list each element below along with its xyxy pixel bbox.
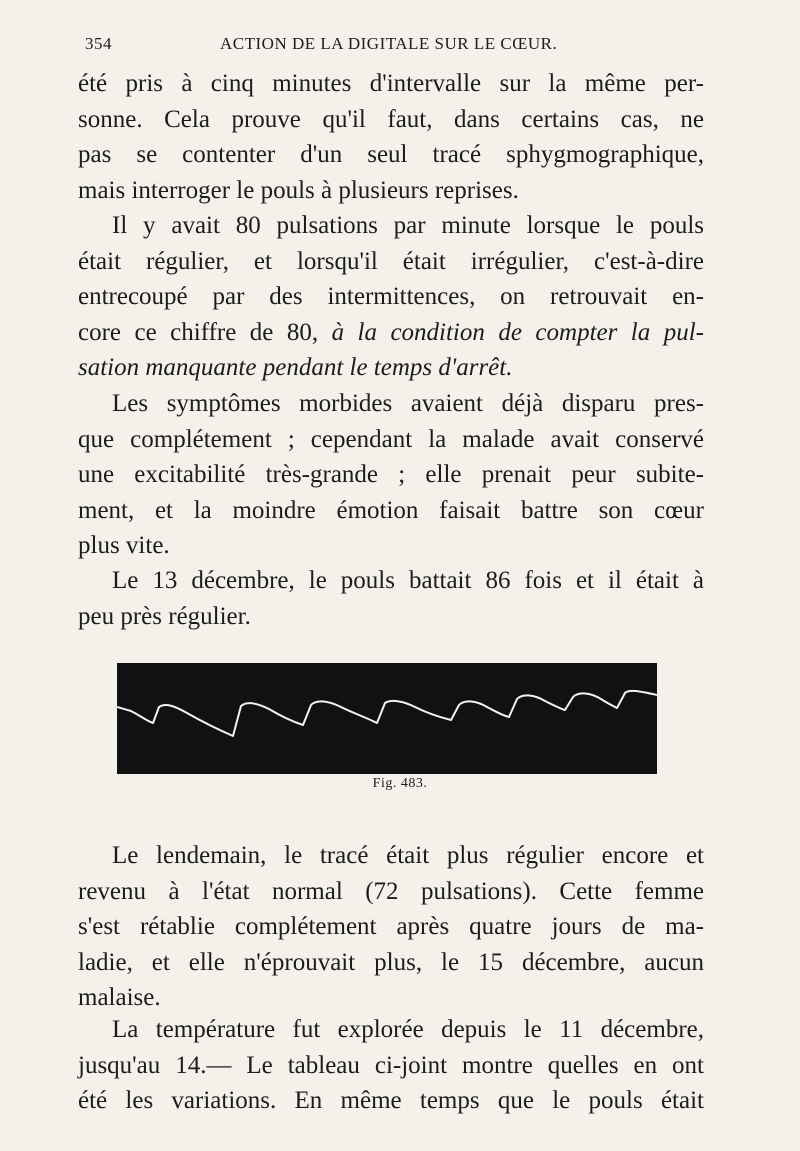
paragraph-6 bbox=[78, 1012, 704, 1119]
text-line: peu près régulier. bbox=[78, 602, 251, 630]
text-line: était régulier, et lorsqu'il était irrégulier, c'est-à-dire bbox=[78, 247, 704, 275]
text-line: été les variations. En même temps que le pouls était bbox=[78, 1087, 704, 1114]
text-line: Le 13 décembre, le pouls battait 86 fois et il était à bbox=[112, 567, 704, 594]
text-line: sonne. Cela prouve qu'il faut, dans certains cas, ne bbox=[78, 105, 704, 133]
paragraph-4 bbox=[78, 563, 704, 634]
paragraph-3 bbox=[78, 386, 704, 564]
text-line: été pris à cinq minutes d'intervalle sur la même per- bbox=[78, 70, 704, 97]
text-line: Les symptômes morbides avaient déjà disparu pres- bbox=[112, 390, 704, 417]
text-line: Il y avait 80 pulsations par minute lorsque le pouls bbox=[112, 212, 704, 239]
text-line-mixed bbox=[78, 315, 704, 351]
text-line: jusqu'au 14.— Le tableau ci-joint montre quelles en ont bbox=[78, 1051, 704, 1079]
italic-text: à la condition de compter la pul- bbox=[331, 318, 704, 346]
text-line: revenu à l'état normal (72 pulsations). Cette femme bbox=[78, 877, 704, 905]
text-line: ment, et la moindre émotion faisait battre son cœur bbox=[78, 496, 704, 524]
text-line: entrecoupé par des intermittences, on retrouvait en- bbox=[78, 283, 704, 310]
figure-caption: Fig. 483. bbox=[372, 776, 428, 791]
running-header bbox=[85, 30, 705, 58]
text-line: s'est rétablie complétement après quatre jours de ma- bbox=[78, 913, 704, 940]
text-line: plus vite. bbox=[78, 532, 170, 559]
sphygmograph-figure bbox=[117, 663, 657, 774]
paragraph-5 bbox=[78, 838, 704, 1016]
text-line: pas se contenter d'un seul tracé sphygmographique, bbox=[78, 141, 704, 168]
pulse-trace bbox=[117, 663, 657, 774]
text-line: que complétement ; cependant la malade avait conservé bbox=[78, 425, 704, 453]
paragraph-1 bbox=[78, 66, 704, 208]
text-fragment: core ce chiffre de 80, bbox=[78, 318, 319, 346]
text-line: Le lendemain, le tracé était plus régulier encore et bbox=[112, 842, 704, 869]
text-line: La température fut explorée depuis le 11 décembre, bbox=[112, 1016, 704, 1043]
text-line: une excitabilité très-grande ; elle prenait peur subite- bbox=[78, 461, 704, 488]
running-title: ACTION DE LA DIGITALE SUR LE CŒUR. bbox=[220, 34, 558, 53]
italic-text-line: sation manquante pendant le temps d'arrêt. bbox=[78, 354, 513, 381]
text-line: mais interroger le pouls à plusieurs reprises. bbox=[78, 176, 519, 204]
text-line: ladie, et elle n'éprouvait plus, le 15 décembre, aucun bbox=[78, 948, 704, 976]
pulse-trace-line bbox=[117, 691, 657, 736]
page-number: 354 bbox=[85, 34, 112, 53]
paragraph-2 bbox=[78, 208, 704, 386]
text-line: malaise. bbox=[78, 984, 161, 1011]
